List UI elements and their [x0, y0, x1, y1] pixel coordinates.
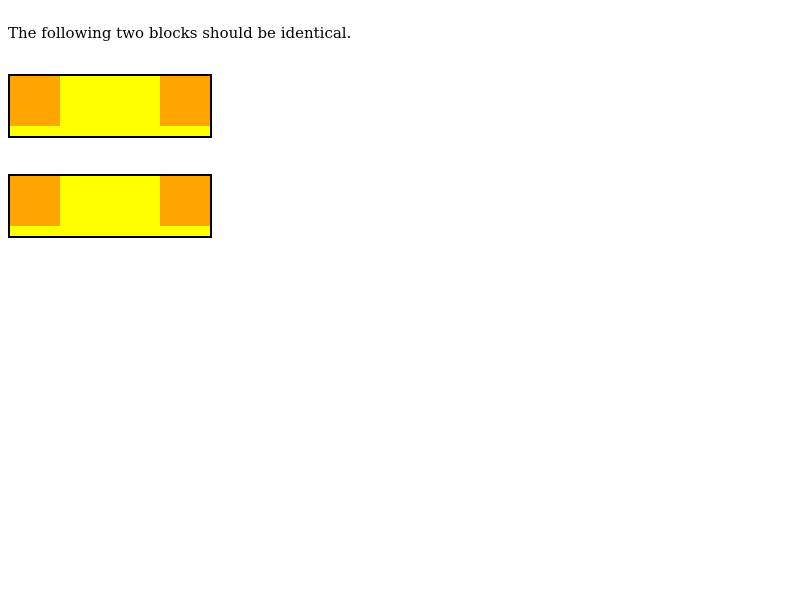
- block-1-left-square: [10, 76, 60, 126]
- test-block-2: [8, 174, 212, 238]
- block-2-left-square: [10, 176, 60, 226]
- intro-text: The following two blocks should be identical.: [8, 24, 352, 42]
- block-2-right-square: [160, 176, 210, 226]
- test-block-1: [8, 74, 212, 138]
- block-1-right-square: [160, 76, 210, 126]
